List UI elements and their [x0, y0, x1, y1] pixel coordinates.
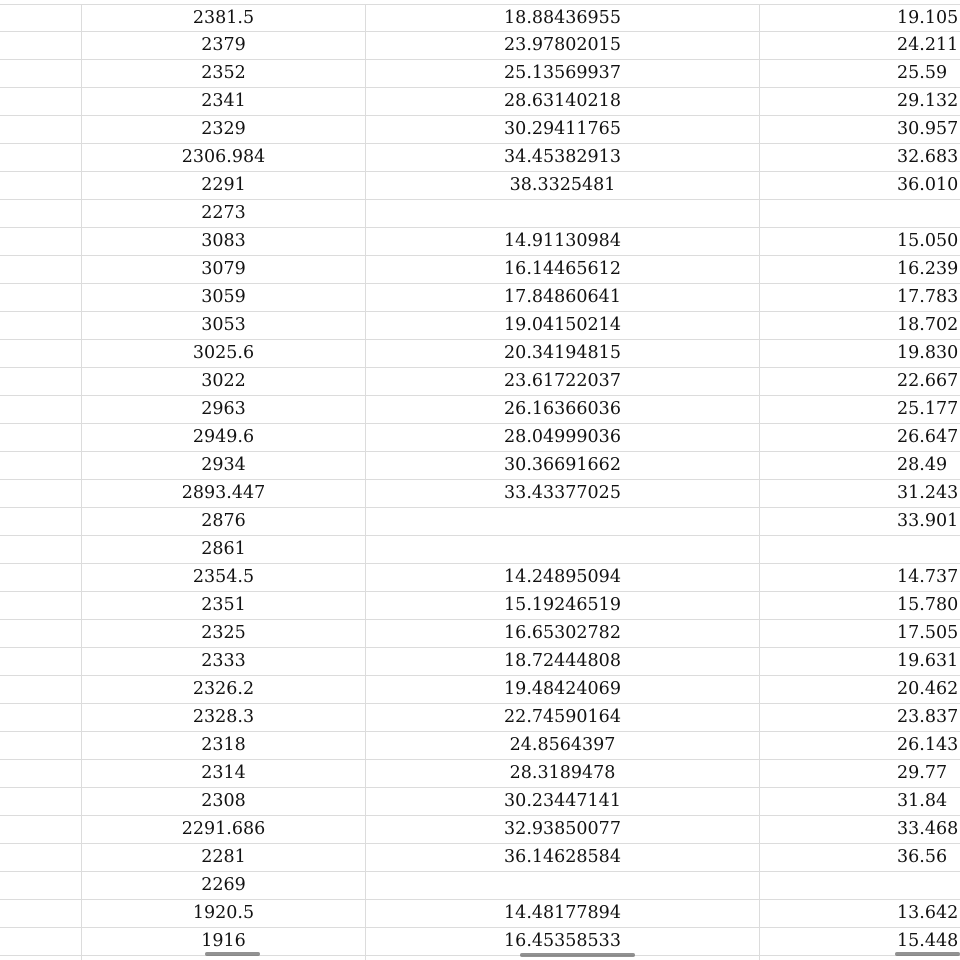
- cell-value: 26.143: [897, 735, 959, 755]
- table-cell[interactable]: 14.24895094: [366, 564, 760, 591]
- table-row: [0, 956, 960, 960]
- table-cell[interactable]: [760, 620, 960, 647]
- table-row: [0, 116, 960, 144]
- table-cell-empty[interactable]: [0, 172, 82, 199]
- table-cell[interactable]: [82, 956, 366, 960]
- cell-value: 32.683: [897, 147, 959, 167]
- table-cell[interactable]: [760, 928, 960, 955]
- table-cell[interactable]: [760, 368, 960, 395]
- table-row: [0, 844, 960, 872]
- table-row: [0, 564, 960, 592]
- table-cell[interactable]: 2326.2: [82, 676, 366, 703]
- table-cell-empty[interactable]: [0, 816, 82, 843]
- table-cell[interactable]: 2949.6: [82, 424, 366, 451]
- table-row: [0, 144, 960, 172]
- table-cell[interactable]: 15.19246519: [366, 592, 760, 619]
- cell-value: 17.505: [897, 623, 959, 643]
- table-cell-empty[interactable]: [0, 284, 82, 311]
- table-row: [0, 648, 960, 676]
- table-cell[interactable]: 3025.6: [82, 340, 366, 367]
- table-cell-empty[interactable]: [0, 88, 82, 115]
- table-cell[interactable]: 22.74590164: [366, 704, 760, 731]
- table-cell-empty[interactable]: [0, 312, 82, 339]
- table-cell[interactable]: [760, 648, 960, 675]
- cell-value: 19.830: [897, 343, 959, 363]
- table-cell[interactable]: 2354.5: [82, 564, 366, 591]
- scan-smudge: [205, 952, 260, 956]
- table-row: [0, 480, 960, 508]
- table-cell[interactable]: 28.63140218: [366, 88, 760, 115]
- table-cell[interactable]: 2893.447: [82, 480, 366, 507]
- cell-value: 24.211: [897, 35, 959, 55]
- table-row: [0, 872, 960, 900]
- table-cell[interactable]: [760, 88, 960, 115]
- table-cell[interactable]: [760, 116, 960, 143]
- table-cell[interactable]: 23.97802015: [366, 32, 760, 59]
- table-cell[interactable]: [760, 5, 960, 32]
- table-cell-empty[interactable]: [0, 704, 82, 731]
- table-cell[interactable]: 16.65302782: [366, 620, 760, 647]
- table-row: [0, 88, 960, 116]
- cell-value: 16.239: [897, 259, 959, 279]
- table-cell-empty[interactable]: [0, 200, 82, 227]
- table-cell[interactable]: 30.36691662: [366, 452, 760, 479]
- table-cell-empty[interactable]: [0, 592, 82, 619]
- table-cell[interactable]: 20.34194815: [366, 340, 760, 367]
- table-cell[interactable]: 17.84860641: [366, 284, 760, 311]
- table-cell[interactable]: 2341: [82, 88, 366, 115]
- table-cell[interactable]: [760, 536, 960, 563]
- table-cell[interactable]: 2291: [82, 172, 366, 199]
- table-cell[interactable]: 16.45358533: [366, 928, 760, 955]
- table-cell[interactable]: [366, 872, 760, 899]
- table-row: [0, 760, 960, 788]
- table-cell[interactable]: [366, 200, 760, 227]
- table-cell[interactable]: 33.43377025: [366, 480, 760, 507]
- table-cell[interactable]: 30.23447141: [366, 788, 760, 815]
- table-cell[interactable]: 2318: [82, 732, 366, 759]
- table-cell[interactable]: 2314: [82, 760, 366, 787]
- cell-value: 36.010: [897, 175, 959, 195]
- table-cell[interactable]: [760, 480, 960, 507]
- table-cell-empty[interactable]: [0, 396, 82, 423]
- table-cell-empty[interactable]: [0, 648, 82, 675]
- table-cell-empty[interactable]: [0, 760, 82, 787]
- table-row: [0, 424, 960, 452]
- cell-value: 15.448: [897, 931, 959, 951]
- table-cell-empty[interactable]: [0, 732, 82, 759]
- cell-value: 33.901: [897, 511, 959, 531]
- cell-value: 25.177: [897, 399, 959, 419]
- table-cell-empty[interactable]: [0, 424, 82, 451]
- table-cell[interactable]: 3022: [82, 368, 366, 395]
- table-cell-empty[interactable]: [0, 32, 82, 59]
- cell-value: 28.49: [897, 455, 948, 475]
- table-cell[interactable]: [760, 424, 960, 451]
- table-cell-empty[interactable]: [0, 564, 82, 591]
- table-row: [0, 32, 960, 60]
- cell-value: 20.462: [897, 679, 959, 699]
- table-cell[interactable]: 2325: [82, 620, 366, 647]
- table-cell-empty[interactable]: [0, 844, 82, 871]
- table-cell[interactable]: [760, 256, 960, 283]
- table-cell[interactable]: 25.13569937: [366, 60, 760, 87]
- table-cell-empty[interactable]: [0, 480, 82, 507]
- table-cell-empty[interactable]: [0, 788, 82, 815]
- table-cell[interactable]: [760, 508, 960, 535]
- table-cell-empty[interactable]: [0, 228, 82, 255]
- table-row: [0, 452, 960, 480]
- table-cell[interactable]: [760, 900, 960, 927]
- cell-value: 17.783: [897, 287, 959, 307]
- cell-value: 23.837: [897, 707, 959, 727]
- table-cell[interactable]: [760, 592, 960, 619]
- table-cell[interactable]: 2379: [82, 32, 366, 59]
- table-cell-empty[interactable]: [0, 676, 82, 703]
- table-cell[interactable]: [760, 200, 960, 227]
- table-cell[interactable]: [366, 508, 760, 535]
- table-cell[interactable]: 14.48177894: [366, 900, 760, 927]
- table-cell[interactable]: 26.16366036: [366, 396, 760, 423]
- table-row: [0, 60, 960, 88]
- table-cell[interactable]: 34.45382913: [366, 144, 760, 171]
- table-cell[interactable]: 36.14628584: [366, 844, 760, 871]
- table-cell[interactable]: 2328.3: [82, 704, 366, 731]
- table-cell[interactable]: 28.3189478: [366, 760, 760, 787]
- table-cell[interactable]: 2876: [82, 508, 366, 535]
- table-cell[interactable]: 3053: [82, 312, 366, 339]
- table-cell[interactable]: 18.88436955: [366, 5, 760, 32]
- table-cell[interactable]: 3079: [82, 256, 366, 283]
- table-cell-empty[interactable]: [0, 144, 82, 171]
- cell-value: 31.243: [897, 483, 959, 503]
- table-cell-empty[interactable]: [0, 256, 82, 283]
- table-cell[interactable]: [760, 956, 960, 960]
- table-cell[interactable]: 3083: [82, 228, 366, 255]
- cell-value: 29.77: [897, 763, 948, 783]
- cell-value: 29.132: [897, 91, 959, 111]
- table-cell-empty[interactable]: [0, 536, 82, 563]
- table-row: [0, 228, 960, 256]
- cell-value: 13.642: [897, 903, 959, 923]
- table-cell[interactable]: 18.72444808: [366, 648, 760, 675]
- table-row: [0, 620, 960, 648]
- table-cell[interactable]: [760, 340, 960, 367]
- cell-value: 14.737: [897, 567, 959, 587]
- table-row: [0, 172, 960, 200]
- table-cell[interactable]: 14.91130984: [366, 228, 760, 255]
- table-cell[interactable]: 3059: [82, 284, 366, 311]
- cell-value: 31.84: [897, 791, 948, 811]
- table-cell[interactable]: 2281: [82, 844, 366, 871]
- table-cell[interactable]: 2934: [82, 452, 366, 479]
- table-cell[interactable]: 1916: [82, 928, 366, 955]
- table-row: [0, 508, 960, 536]
- table-cell[interactable]: 2351: [82, 592, 366, 619]
- table-cell-empty[interactable]: [0, 5, 82, 32]
- table-cell[interactable]: 2308: [82, 788, 366, 815]
- table-cell[interactable]: [760, 760, 960, 787]
- table-cell-empty[interactable]: [0, 452, 82, 479]
- table-cell[interactable]: [760, 228, 960, 255]
- table-cell[interactable]: [366, 536, 760, 563]
- table-row: [0, 900, 960, 928]
- table-cell-empty[interactable]: [0, 900, 82, 927]
- table-cell[interactable]: 2333: [82, 648, 366, 675]
- table-cell[interactable]: 2963: [82, 396, 366, 423]
- table-row: [0, 200, 960, 228]
- table-cell[interactable]: 2273: [82, 200, 366, 227]
- table-cell[interactable]: [760, 32, 960, 59]
- table-row: [0, 816, 960, 844]
- table-cell[interactable]: 2861: [82, 536, 366, 563]
- table-cell[interactable]: [760, 396, 960, 423]
- table-row: [0, 340, 960, 368]
- table-cell[interactable]: 2269: [82, 872, 366, 899]
- table-row: [0, 368, 960, 396]
- table-cell-empty[interactable]: [0, 928, 82, 955]
- table-cell[interactable]: 30.29411765: [366, 116, 760, 143]
- table-row: [0, 788, 960, 816]
- table-cell[interactable]: 1920.5: [82, 900, 366, 927]
- table-cell[interactable]: 19.48424069: [366, 676, 760, 703]
- table-cell[interactable]: 2381.5: [82, 5, 366, 32]
- cell-value: 15.780: [897, 595, 959, 615]
- table-cell[interactable]: [760, 144, 960, 171]
- table-cell[interactable]: [760, 284, 960, 311]
- table-cell-empty[interactable]: [0, 368, 82, 395]
- cell-value: 18.702: [897, 315, 959, 335]
- table-cell[interactable]: 2329: [82, 116, 366, 143]
- cell-value: 26.647: [897, 427, 959, 447]
- table-row: [0, 676, 960, 704]
- table-cell-empty[interactable]: [0, 116, 82, 143]
- table-row: [0, 536, 960, 564]
- table-cell[interactable]: [760, 732, 960, 759]
- cell-value: 36.56: [897, 847, 948, 867]
- table-cell[interactable]: 28.04999036: [366, 424, 760, 451]
- table-cell[interactable]: [760, 60, 960, 87]
- cell-value: 19.631: [897, 651, 959, 671]
- table-cell[interactable]: [760, 564, 960, 591]
- cell-value: 25.59: [897, 63, 948, 83]
- table-row: [0, 312, 960, 340]
- table-cell-empty[interactable]: [0, 872, 82, 899]
- table-cell-empty[interactable]: [0, 956, 82, 960]
- table-cell[interactable]: [760, 676, 960, 703]
- table-row: [0, 704, 960, 732]
- table-row: [0, 732, 960, 760]
- table-cell[interactable]: 2291.686: [82, 816, 366, 843]
- table-row: [0, 256, 960, 284]
- scan-smudge: [520, 953, 635, 957]
- table-row: [0, 592, 960, 620]
- table-cell[interactable]: [760, 872, 960, 899]
- table-cell[interactable]: [760, 844, 960, 871]
- table-cell[interactable]: [760, 816, 960, 843]
- table-cell[interactable]: 23.61722037: [366, 368, 760, 395]
- table-row: [0, 928, 960, 956]
- table-cell[interactable]: 38.3325481: [366, 172, 760, 199]
- cell-value: 33.468: [897, 819, 959, 839]
- table-cell-empty[interactable]: [0, 60, 82, 87]
- table-cell[interactable]: [760, 312, 960, 339]
- table-cell[interactable]: 24.8564397: [366, 732, 760, 759]
- table-cell[interactable]: 2352: [82, 60, 366, 87]
- table-row: [0, 396, 960, 424]
- table-cell-empty[interactable]: [0, 508, 82, 535]
- cell-value: 19.105: [897, 8, 959, 28]
- table-cell[interactable]: [760, 788, 960, 815]
- table-cell[interactable]: 2306.984: [82, 144, 366, 171]
- cell-value: 30.957: [897, 119, 959, 139]
- cell-grid: [0, 4, 960, 960]
- table-cell[interactable]: 32.93850077: [366, 816, 760, 843]
- table-cell-empty[interactable]: [0, 620, 82, 647]
- table-row: [0, 4, 960, 32]
- table-cell-empty[interactable]: [0, 340, 82, 367]
- table-cell[interactable]: 16.14465612: [366, 256, 760, 283]
- table-cell[interactable]: [760, 704, 960, 731]
- table-cell[interactable]: [760, 452, 960, 479]
- scan-smudge: [895, 952, 960, 956]
- cell-value: 15.050: [897, 231, 959, 251]
- table-cell[interactable]: [760, 172, 960, 199]
- table-cell[interactable]: 19.04150214: [366, 312, 760, 339]
- table-row: [0, 284, 960, 312]
- cell-value: 22.667: [897, 371, 959, 391]
